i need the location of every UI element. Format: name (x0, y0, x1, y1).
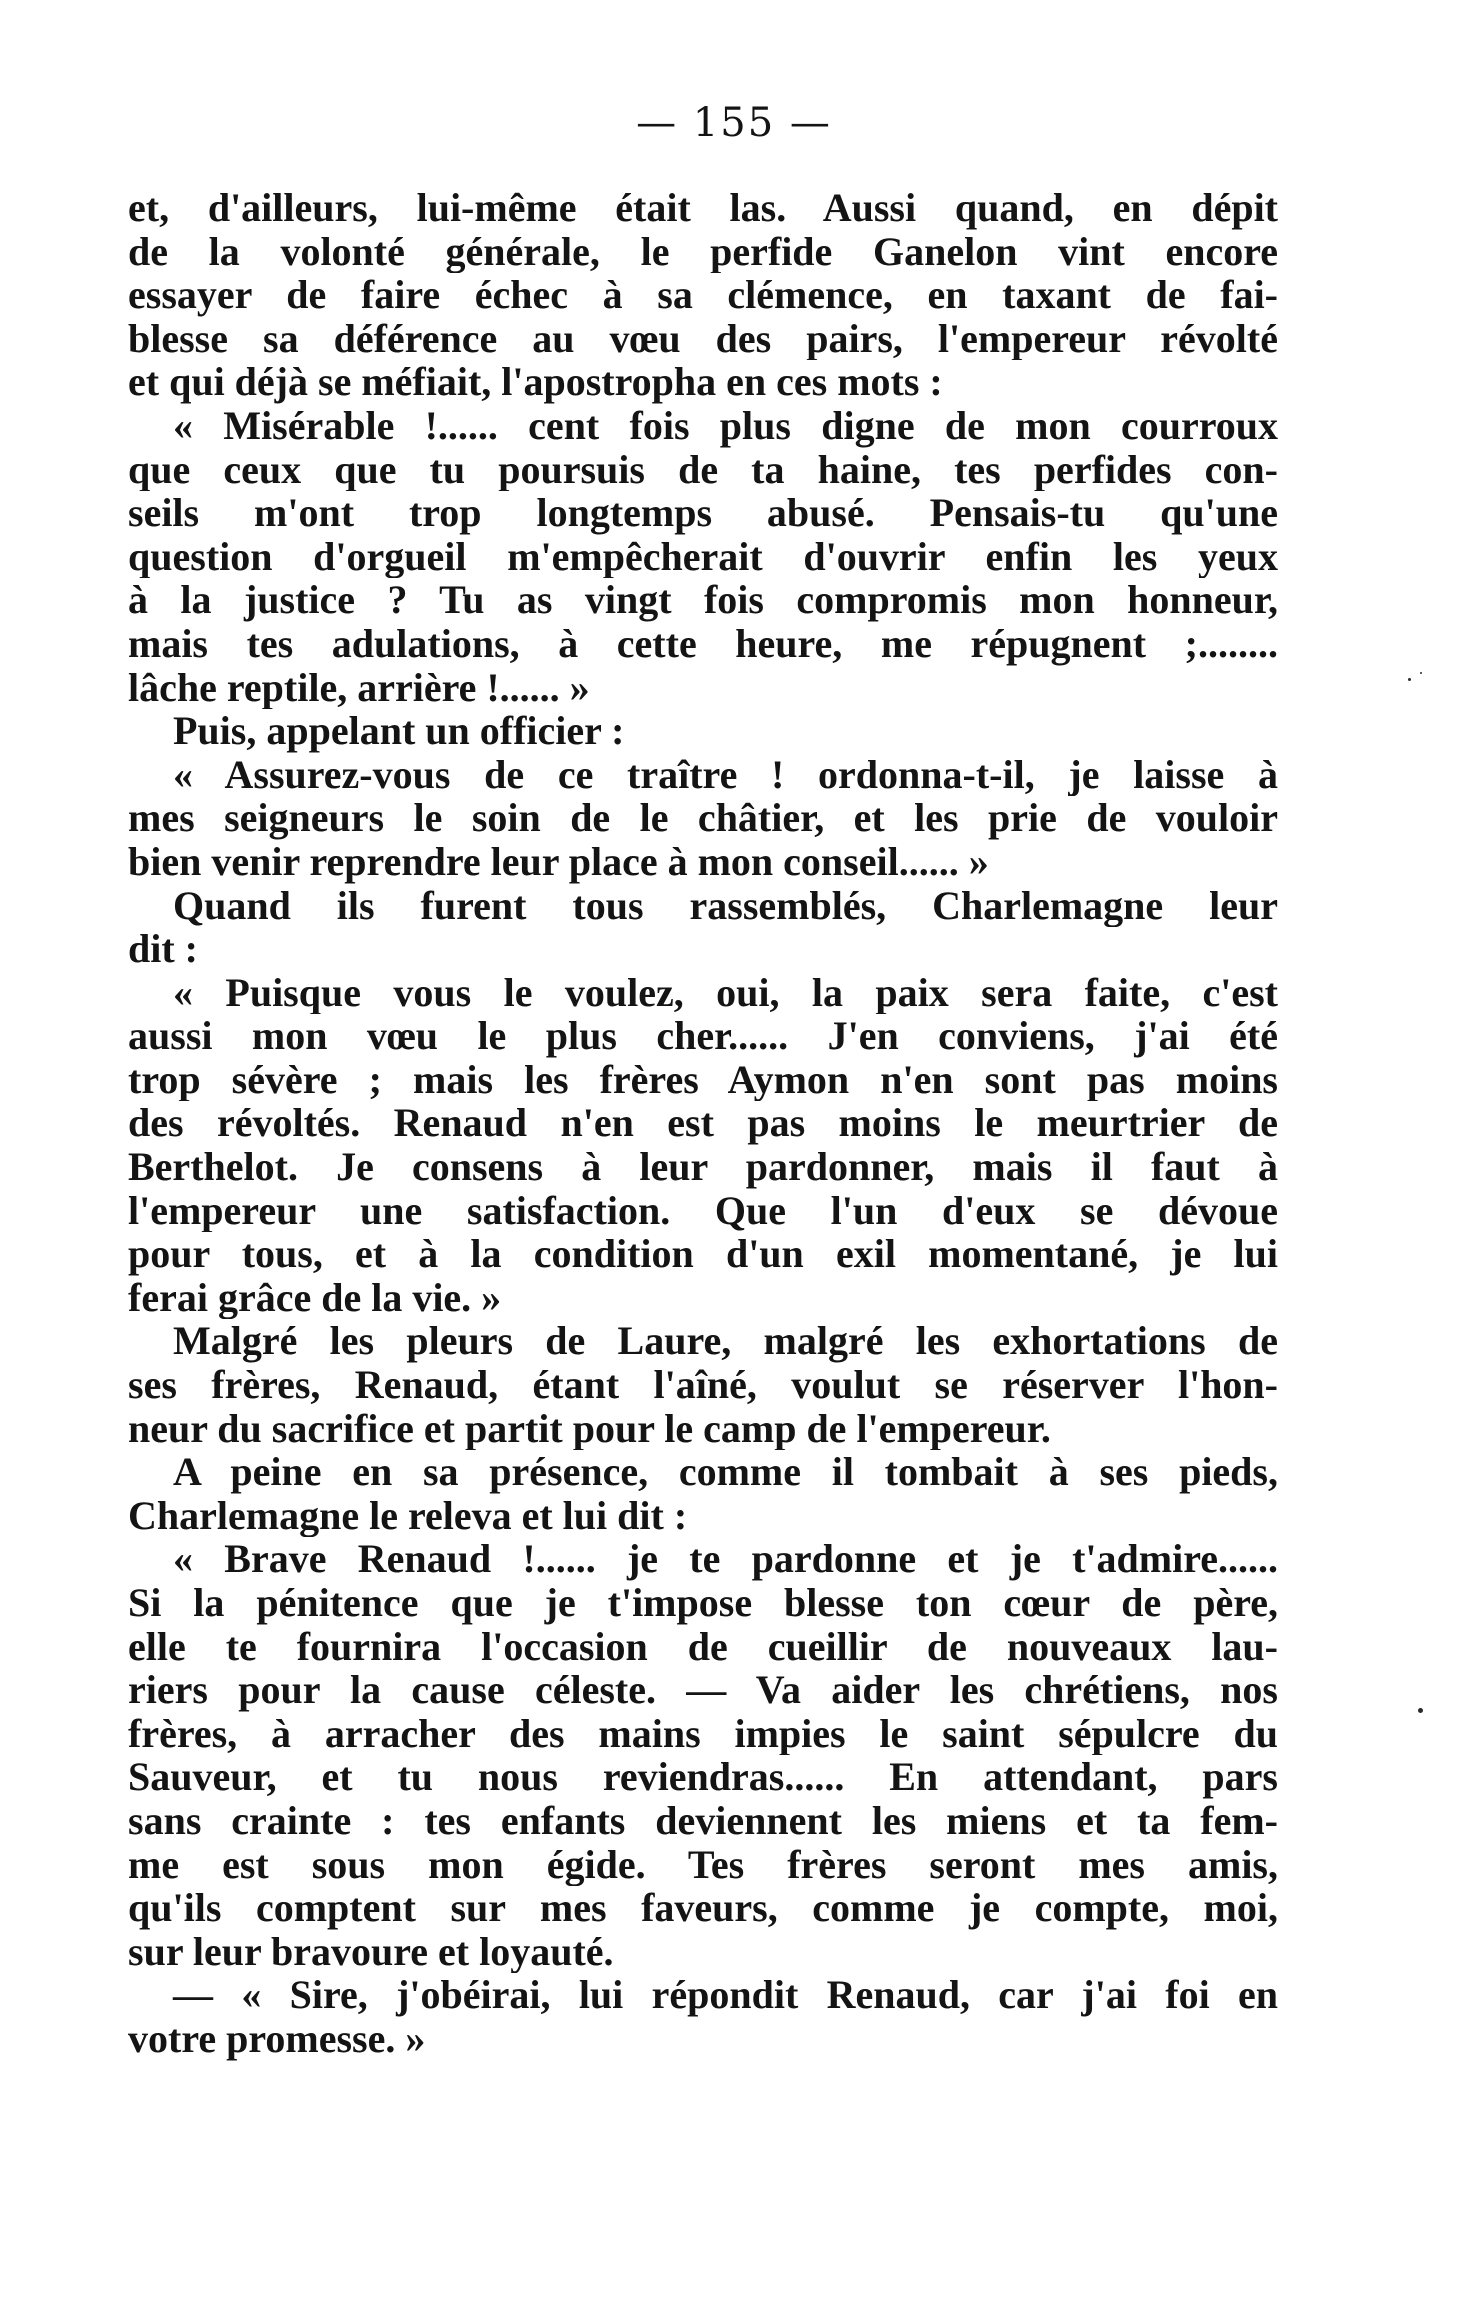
text-line: Malgré les pleurs de Laure, malgré les exhortations de (173, 1319, 1278, 1364)
text-line: question d'orgueil m'empêcherait d'ouvrir enfin les yeux (128, 534, 1278, 579)
text-line: qu'ils comptent sur mes faveurs, comme je compte, moi, (128, 1886, 1278, 1930)
text-line: mes seigneurs le soin de le châtier, et les prie de vouloir (128, 796, 1278, 840)
text-line: « Puisque vous le voulez, oui, la paix sera faite, c'est (173, 970, 1278, 1015)
text-line: et qui déjà se méfiait, l'apostropha en ces mots : (128, 360, 943, 404)
text-line: « Brave Renaud !...... je te pardonne et je t'admire...... (173, 1537, 1278, 1581)
text-line: dit : (128, 927, 198, 971)
text-line: que ceux que tu poursuis de ta haine, tes perfides con- (128, 447, 1278, 492)
ink-speck (1408, 678, 1411, 681)
text-line: aussi mon vœu le plus cher...... J'en conviens, j'ai été (128, 1014, 1278, 1058)
text-line: « Misérable !...... cent fois plus digne de mon courroux (173, 403, 1278, 448)
text-line: Charlemagne le releva et lui dit : (128, 1493, 688, 1538)
text-line: neur du sacrifice et partit pour le camp de l'empereur. (128, 1406, 1051, 1451)
text-line: Puis, appelant un officier : (173, 709, 625, 753)
ink-speck (1420, 672, 1422, 674)
ink-speck (1418, 1708, 1423, 1713)
text-line: à la justice ? Tu as vingt fois compromis mon honneur, (128, 578, 1278, 622)
text-line: ses frères, Renaud, étant l'aîné, voulut se réserver l'hon- (128, 1363, 1278, 1407)
text-line: ferai grâce de la vie. » (128, 1275, 502, 1320)
text-line: l'empereur une satisfaction. Que l'un d'eux se dévoue (128, 1188, 1278, 1233)
text-line: frères, à arracher des mains impies le saint sépulcre du (128, 1711, 1278, 1756)
text-line: mais tes adulations, à cette heure, me répugnent ;........ (128, 621, 1278, 666)
text-line: seils m'ont trop longtemps abusé. Pensais-tu qu'une (128, 491, 1278, 535)
text-line: sans crainte : tes enfants deviennent les miens et ta fem- (128, 1798, 1278, 1843)
text-line: me est sous mon égide. Tes frères seront mes amis, (128, 1842, 1278, 1887)
text-line: de la volonté générale, le perfide Ganelon vint encore (128, 229, 1278, 274)
text-line: lâche reptile, arrière !...... » (128, 665, 590, 710)
text-line: A peine en sa présence, comme il tombait à ses pieds, (173, 1450, 1278, 1494)
text-line: Sauveur, et tu nous reviendras...... En attendant, pars (128, 1755, 1278, 1799)
text-line: Quand ils furent tous rassemblés, Charlemagne leur (173, 883, 1278, 928)
text-line: essayer de faire échec à sa clémence, en taxant de fai- (128, 273, 1278, 317)
text-line: Berthelot. Je consens à leur pardonner, mais il faut à (128, 1145, 1278, 1189)
text-line: pour tous, et à la condition d'un exil momentané, je lui (128, 1232, 1278, 1276)
text-line: — « Sire, j'obéirai, lui répondit Renaud, car j'ai foi en (173, 1973, 1278, 2017)
text-line: Si la pénitence que je t'impose blesse ton cœur de père, (128, 1581, 1278, 1625)
body-text (128, 186, 1278, 2061)
text-line: votre promesse. » (128, 2016, 426, 2061)
text-line: bien venir reprendre leur place à mon conseil...... » (128, 839, 989, 884)
text-line: elle te fournira l'occasion de cueillir de nouveaux lau- (128, 1624, 1278, 1669)
text-line: « Assurez-vous de ce traître ! ordonna-t-il, je laisse à (173, 752, 1278, 797)
page-number: — 155 — (636, 100, 832, 146)
text-line: blesse sa déférence au vœu des pairs, l'empereur révolté (128, 316, 1278, 361)
text-line: trop sévère ; mais les frères Aymon n'en sont pas moins (128, 1057, 1278, 1102)
text-line: sur leur bravoure et loyauté. (128, 1929, 614, 1974)
text-line: riers pour la cause céleste. — Va aider les chrétiens, nos (128, 1668, 1278, 1712)
text-line: et, d'ailleurs, lui-même était las. Aussi quand, en dépit (128, 186, 1278, 230)
text-line: des révoltés. Renaud n'en est pas moins le meurtrier de (128, 1101, 1278, 1146)
